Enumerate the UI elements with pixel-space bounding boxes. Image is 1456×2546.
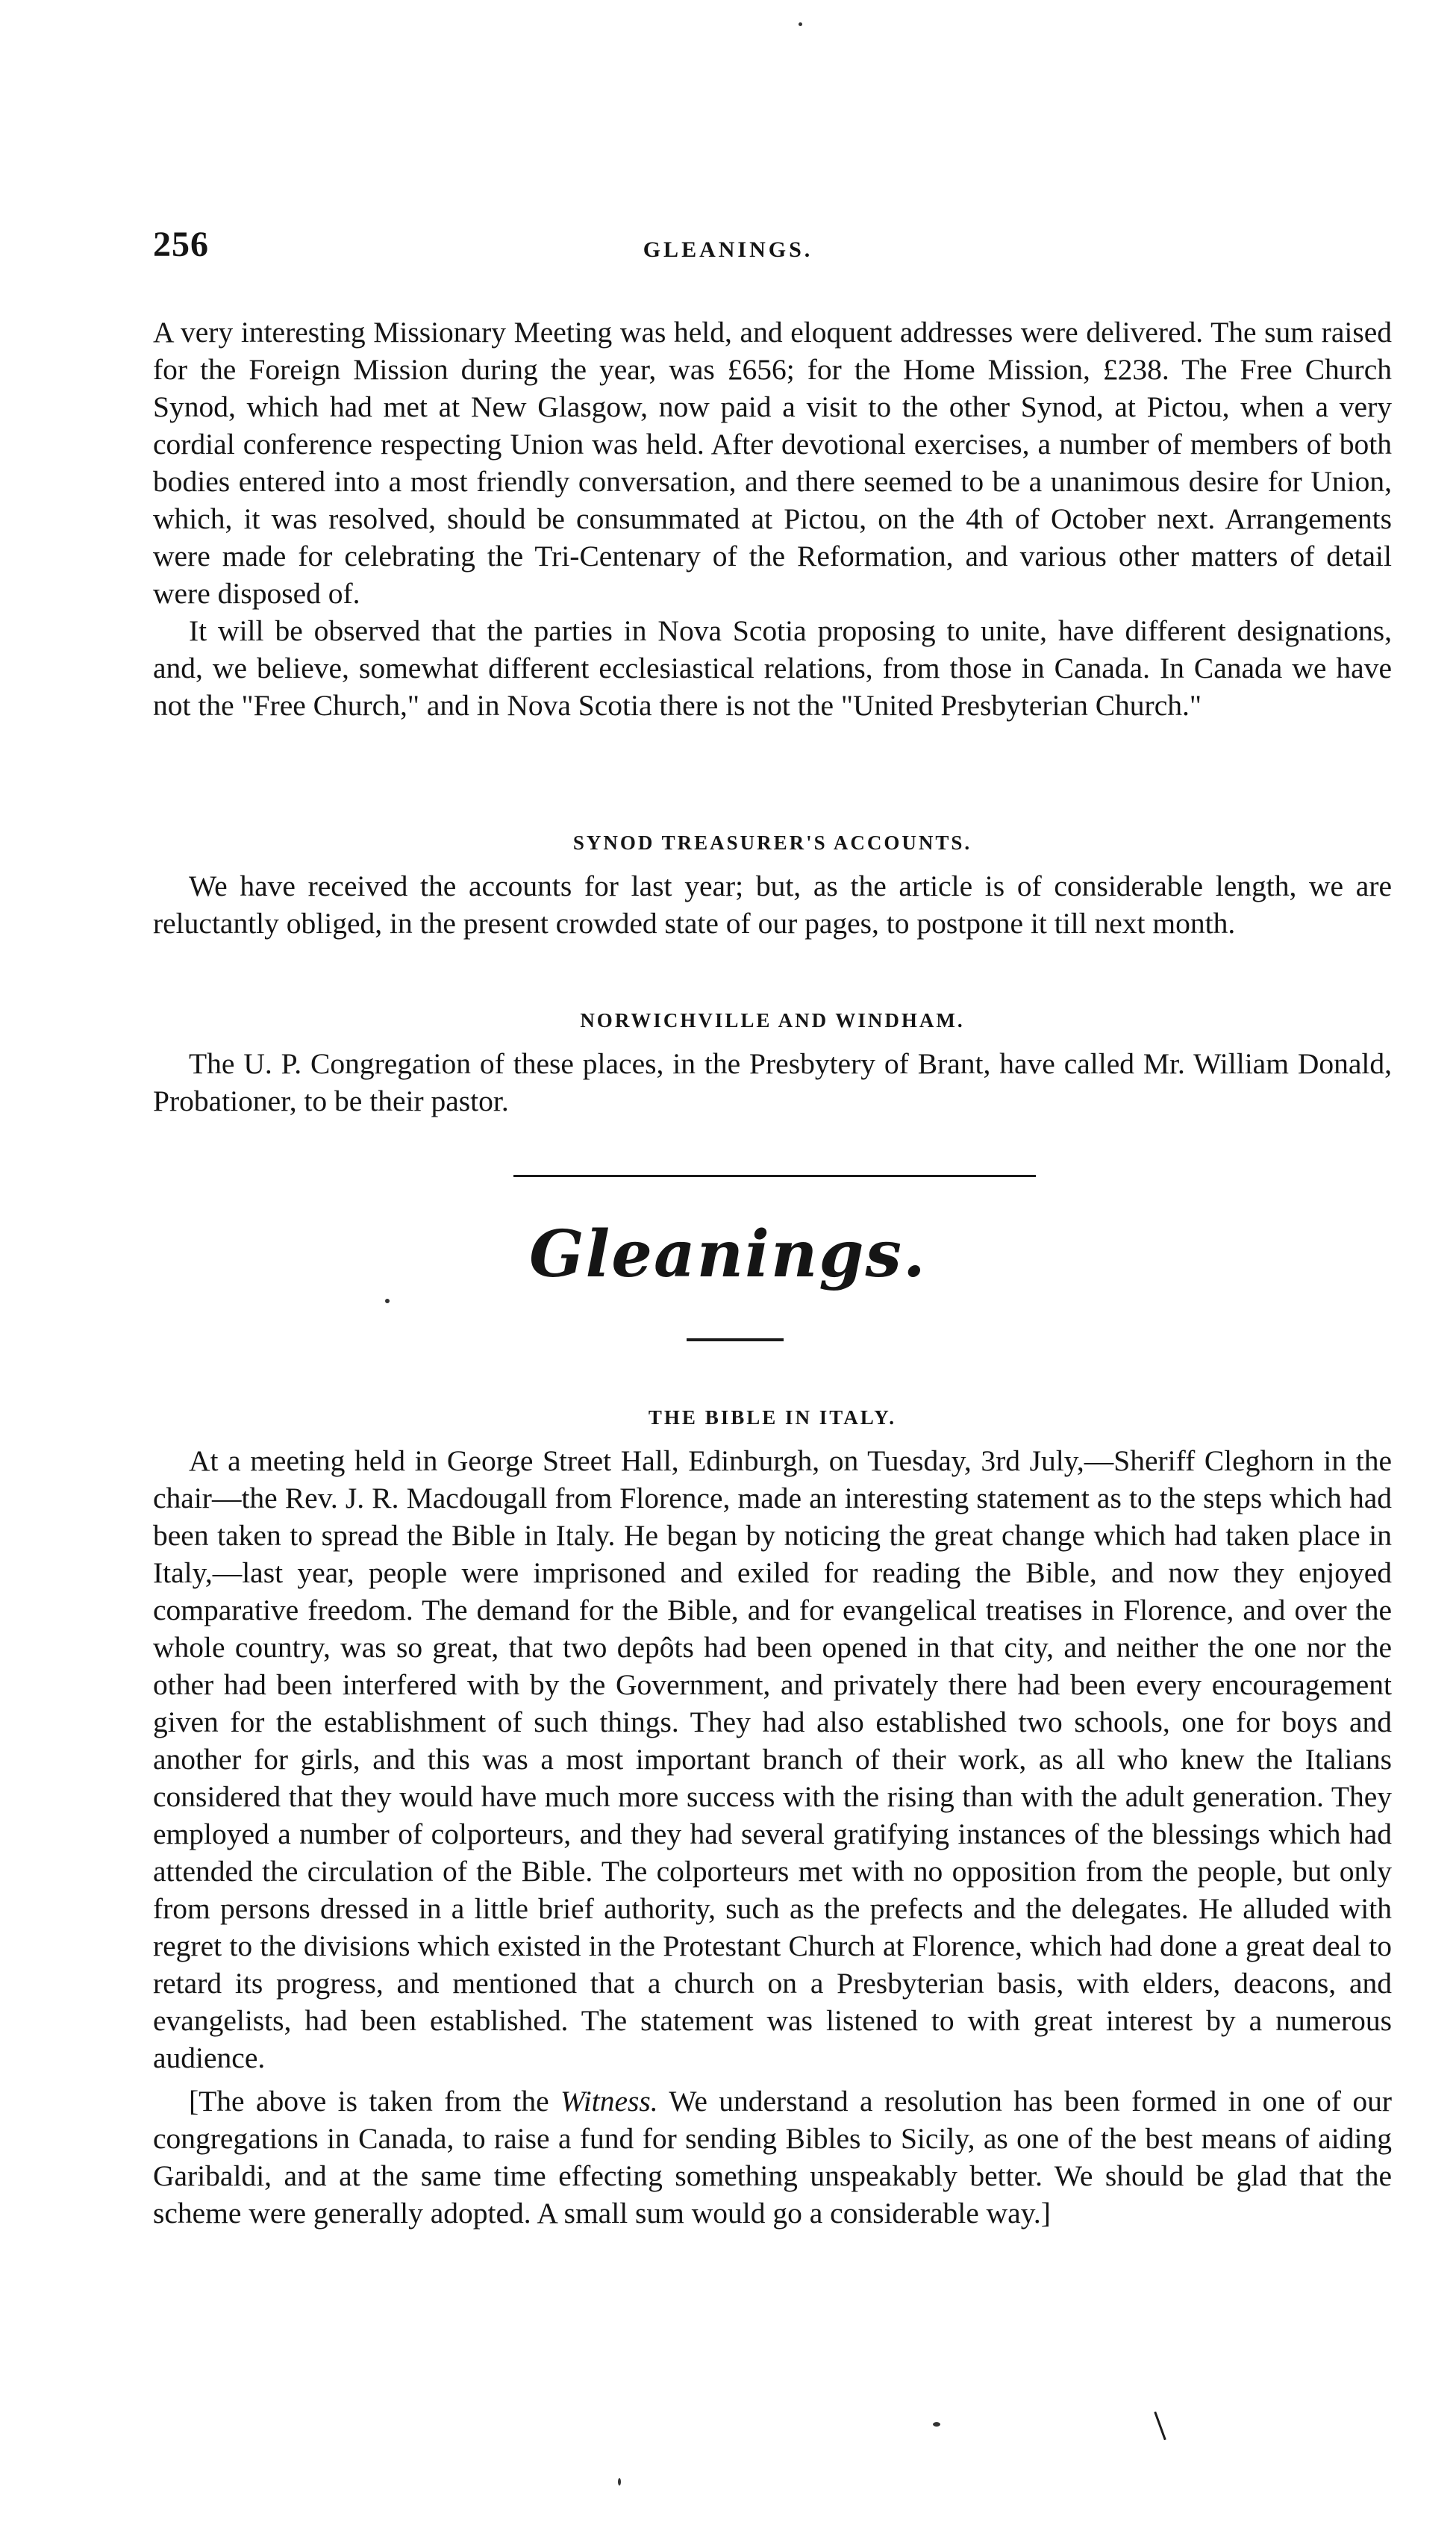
section-text-treasurer [153, 867, 1392, 942]
intro-text [153, 313, 1392, 724]
treasurer-paragraph: We have received the accounts for last year; but, as the article is of considerable length, we are reluctantly obliged, in the present crowded state of our pages, to postpone it till next month. [153, 870, 1392, 940]
editorial-source: Witness. [560, 2085, 658, 2118]
print-speck [385, 1299, 390, 1303]
title-underline-rule [687, 1338, 784, 1341]
intro-paragraph-1: A very interesting Missionary Meeting was held, and eloquent addresses were delivered. The sum raised for the Foreign Mission during the year, was £656; for the Home Mission, £238. The Free Church Synod, which had met at New Glasgow, now paid a visit to the other Synod, at Pictou, when a very cordial conference respecting Union was held. After devotional exercises, a number of members of both bodies entered into a most friendly conversation, and there seemed to be a unanimous desire for Union, which, it was resolved, should be consummated at Pictou, on the 4th of October next. Arrangements were made for celebrating the Tri-Centenary of the Reformation, and various other matters of detail were disposed of. [153, 316, 1392, 610]
norwichville-paragraph: The U. P. Congregation of these places, in the Presbytery of Brant, have called Mr. William Donald, Probationer, to be their pastor. [153, 1047, 1392, 1117]
print-speck [618, 2478, 621, 2486]
section-heading-norwichville: NORWICHVILLE AND WINDHAM. [580, 1009, 965, 1032]
editorial-note [153, 2082, 1392, 2232]
section-divider-rule [513, 1175, 1036, 1177]
article-paragraph: At a meeting held in George Street Hall, Edinburgh, on Tuesday, 3rd July,—Sheriff Cleghorn in the chair—the Rev. J. R. Macdougall from Florence, made an interesting statement as to the steps which had been taken to spread the Bible in Italy. He began by noticing the great change which had taken place in Italy,—last year, people were imprisoned and exiled for reading the Bible, and now they enjoyed comparative freedom. The demand for the Bible, and for evangelical treatises in Florence, and over the whole country, was so great, that two depôts had been opened in that city, and neither the one nor the other had been interfered with by the Government, and privately there had been every encouragement given for the establishment of such things. They had also established two schools, one for boys and another for girls, and this was a most important branch of their work, as all who knew the Italians considered that they would have much more success with the rising than with the adult generation. They employed a number of colporteurs, and they had several gratifying instances of the blessings which had attended the circulation of the Bible. The colporteurs met with no opposition from the people, but only from persons dressed in a little brief authority, such as the prefects and the delegates. He alluded with regret to the divisions which existed in the Protestant Church at Florence, which had done a great deal to retard its progress, and mentioned that a church on a Presbyterian basis, with elders, deacons, and evangelists, had been established. The statement was listened to with great interest by a numerous audience. [153, 1444, 1392, 2074]
intro-paragraph-2: It will be observed that the parties in Nova Scotia proposing to unite, have different designations, and, we believe, somewhat different ecclesiastical relations, from those in Canada. In Canada we have not the "Free Church," and in Nova Scotia there is not the "United Presbyterian Church." [153, 614, 1392, 722]
print-speck [933, 2422, 940, 2427]
article-heading: THE BIBLE IN ITALY. [648, 1406, 897, 1429]
running-head [0, 224, 1456, 269]
print-speck [799, 22, 802, 26]
page-number: 256 [153, 225, 209, 264]
running-title: GLEANINGS. [643, 237, 813, 262]
section-heading-treasurer: SYNOD TREASURER'S ACCOUNTS. [572, 831, 972, 854]
print-mark [1154, 2412, 1166, 2441]
editorial-note-start: [The above is taken from the [189, 2085, 561, 2118]
editorial-note-end: We understand a resolution has been formed in one of our congregations in Canada, to raise a fund for sending Bibles to Sicily, as one of the best means of aiding Garibaldi, and at the same time effecting something unspeakably better. We should be glad that the scheme were generally adopted. A small sum would go a considerable way.] [153, 2085, 1392, 2230]
article-text [153, 1442, 1392, 2232]
section-text-norwichville [153, 1045, 1392, 1120]
gleanings-title: Gleanings. [529, 1217, 927, 1292]
